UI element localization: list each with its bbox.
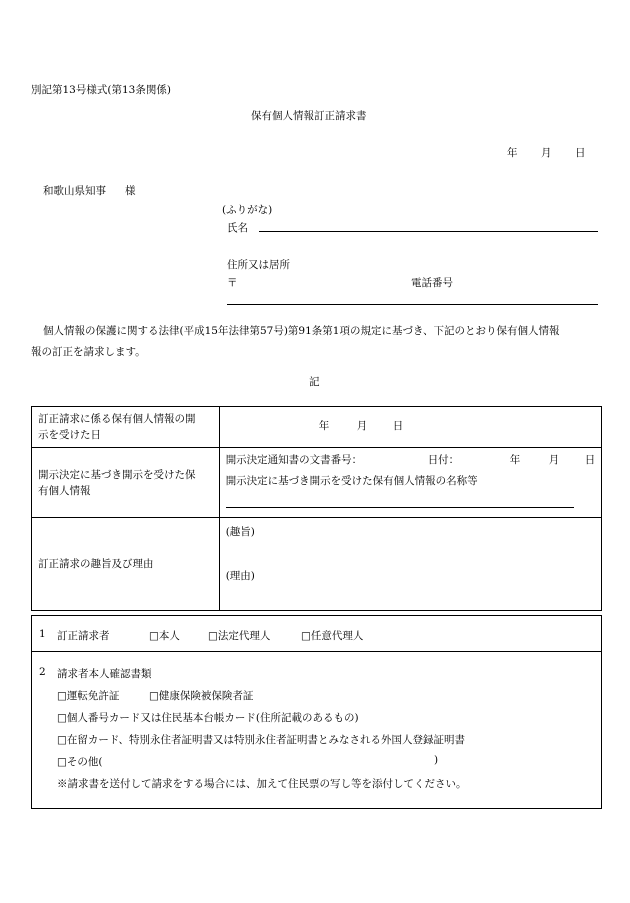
section1-number: 1 [39,628,46,640]
doc-month-label: 月 [548,454,560,466]
disclosed-info-label-line2: 有個人情報 [38,484,91,497]
date-year-label: 年 [507,147,518,159]
date-day-label: 日 [575,147,586,159]
purpose-reason-field[interactable] [219,518,601,611]
ki-label: 記 [309,376,320,388]
address-label: 住所又は居所 [227,259,290,271]
address-input-line[interactable] [227,304,598,305]
disclosed-info-field[interactable] [219,448,601,518]
section1-title: 訂正請求者 [57,630,110,642]
id-drivers-license-checkbox[interactable]: □運転免許証 [57,690,120,702]
disclosed-info-label-line1: 開示決定に基づき開示を受けた保 [38,468,196,481]
furigana-label: (ふりがな) [222,204,273,216]
info-name-input-line[interactable] [226,507,574,508]
disclosure-date-label-line1: 訂正請求に係る保有個人情報の開 [38,413,196,425]
disclosure-date-label [32,407,220,448]
section-divider [32,651,601,652]
disclosure-date-field[interactable] [219,407,601,448]
table-row-disclosed-info [32,448,602,518]
disclosure-year-label: 年 [318,420,330,432]
reason-label: (理由) [225,570,255,582]
form-id: 別記第13号様式(第13条関係) [31,84,171,96]
statement-line-2: 報の訂正を請求します。 [31,346,146,358]
doc-number-label: 開示決定通知書の文書番号： [225,454,363,466]
name-label: 氏名 [227,222,248,234]
name-input-line[interactable] [259,231,598,232]
info-name-label: 開示決定に基づき開示を受けた保有個人情報の名称等 [225,475,478,487]
purpose-reason-label: 訂正請求の趣旨及び理由 [32,518,220,611]
requester-details-box [31,615,602,809]
page-title: 保有個人情報訂正請求書 [251,110,367,122]
disclosure-month-label: 月 [356,420,368,432]
disclosed-info-label [32,448,220,518]
table-row-purpose-reason [32,518,602,611]
date-month-label: 月 [541,147,552,159]
phone-label: 電話番号 [411,277,453,289]
mail-request-note: ※請求書を送付して請求をする場合には、加えて住民票の写し等を添付してください。 [57,778,467,790]
purpose-label: (趣旨) [225,526,255,538]
disclosure-date-label-line2: 示を受けた日 [38,429,101,441]
id-mynumber-card-checkbox[interactable]: □個人番号カード又は住民基本台帳カード(住所記載のあるもの) [57,712,359,724]
id-other-close-paren: ) [434,754,439,766]
doc-date-label: 日付： [427,454,460,466]
requester-type-self-checkbox[interactable]: □本人 [149,630,180,642]
statement-line-1: 個人情報の保護に関する法律(平成15年法律第57号)第91条第1項の規定に基づき、下記のとおり保有個人情報 [43,325,560,337]
doc-year-label: 年 [509,454,521,466]
addressee-name: 和歌山県知事 [43,185,106,197]
disclosure-day-label: 日 [392,420,404,432]
requester-type-legal-agent-checkbox[interactable]: □法定代理人 [208,630,271,642]
section2-title: 請求者本人確認書類 [57,668,152,680]
id-residence-card-checkbox[interactable]: □在留カード、特別永住者証明書又は特別永住者証明書とみなされる外国人登録証明書 [57,734,465,746]
section2-number: 2 [39,666,46,678]
addressee-honorific: 様 [125,185,136,197]
postal-mark: 〒 [227,277,238,289]
id-health-insurance-checkbox[interactable]: □健康保険被保険者証 [149,690,254,702]
doc-day-label: 日 [584,454,596,466]
table-row-disclosure-date [32,407,602,448]
requester-type-voluntary-agent-checkbox[interactable]: □任意代理人 [301,630,364,642]
correction-table [31,406,602,611]
id-other-checkbox[interactable]: □その他( [57,756,103,768]
